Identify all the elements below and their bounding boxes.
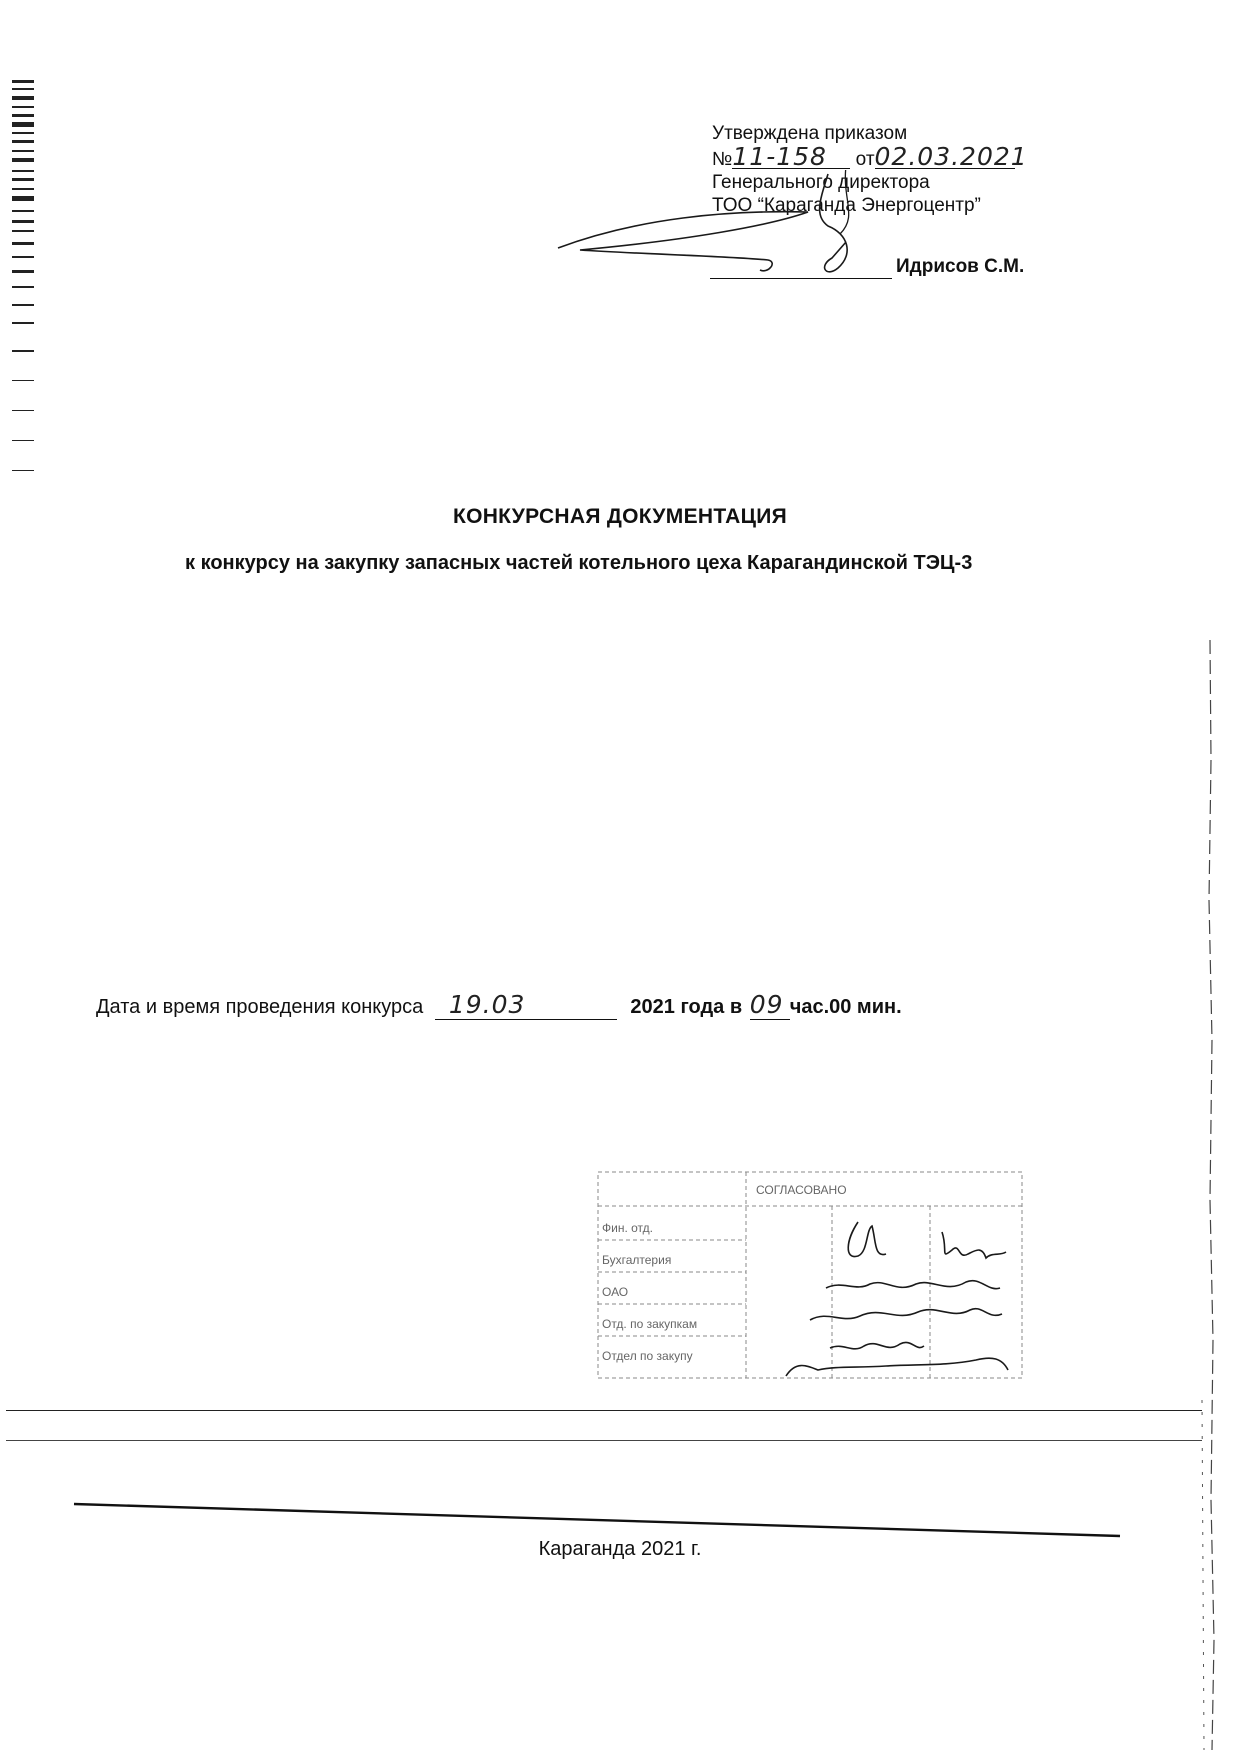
stamp-signatures — [786, 1222, 1008, 1376]
divider — [6, 1410, 1202, 1411]
stamp-row: ОАО — [602, 1285, 629, 1299]
order-number-prefix: № — [712, 149, 733, 170]
approver-company: ТОО “Караганда Энергоцентр” — [712, 195, 981, 216]
contest-time-suffix: час.00 мин. — [789, 996, 902, 1018]
approval-stamp — [596, 1170, 1024, 1382]
approver-position: Генерального директора — [712, 172, 930, 193]
contest-datetime-line — [96, 990, 902, 1020]
contest-hour: 09 — [750, 990, 790, 1020]
signer-name: Идрисов С.М. — [896, 256, 1025, 277]
scan-edge-barcode — [8, 60, 38, 490]
stamp-row: Фин. отд. — [602, 1221, 653, 1235]
signature-blank — [710, 256, 892, 279]
contest-year: 2021 года в — [630, 996, 743, 1018]
document-subtitle: к конкурсу на закупку запасных частей котельного цеха Карагандинской ТЭЦ-3 — [185, 552, 973, 574]
stamp-row: Отдел по закупу — [602, 1349, 693, 1363]
stamp-row: Бухгалтерия — [602, 1253, 672, 1267]
contest-day-month: 19.03 — [435, 990, 617, 1020]
stamp-header: СОГЛАСОВАНО — [756, 1183, 847, 1197]
footer-city-year: Караганда 2021 г. — [538, 1538, 702, 1560]
order-number: 11-158 — [732, 145, 850, 169]
order-date-prefix: от — [855, 149, 875, 170]
order-date: 02.03.2021 — [874, 142, 1028, 171]
approval-heading: Утверждена приказом — [712, 123, 908, 144]
divider — [72, 1500, 1122, 1540]
signer-line — [710, 256, 1024, 279]
document-title: КОНКУРСНАЯ ДОКУМЕНТАЦИЯ — [452, 505, 788, 528]
contest-datetime-label: Дата и время проведения конкурса — [96, 996, 424, 1018]
order-line — [712, 142, 1028, 171]
divider — [6, 1440, 1202, 1441]
scan-edge-right — [1196, 640, 1216, 1750]
stamp-row: Отд. по закупкам — [602, 1317, 698, 1331]
